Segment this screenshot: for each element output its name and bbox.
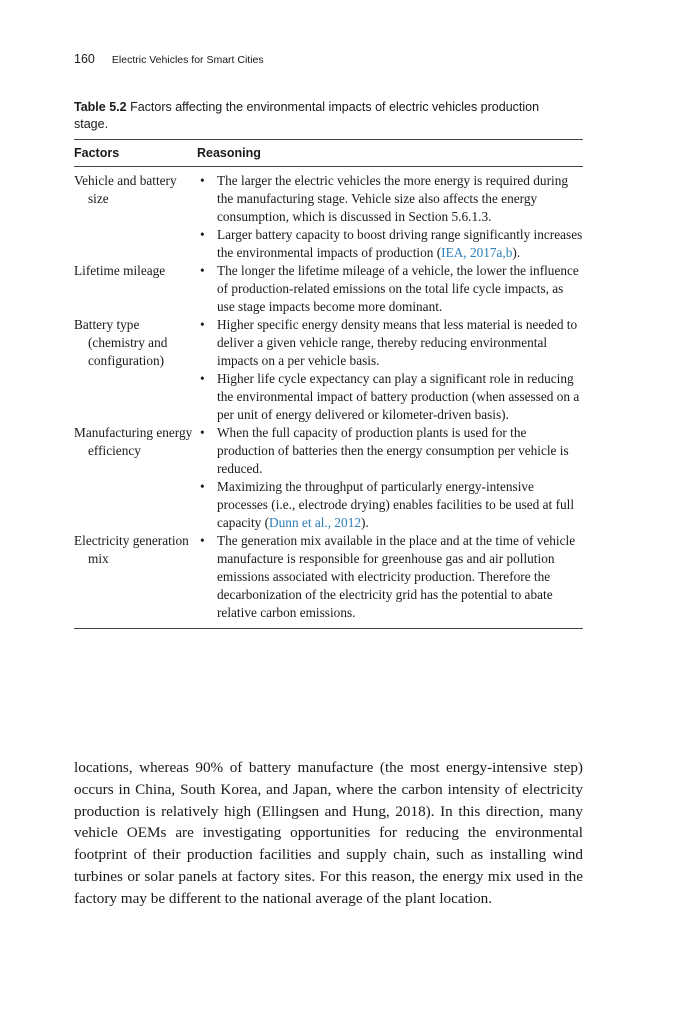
page-number: 160 bbox=[74, 52, 95, 66]
header-factors: Factors bbox=[74, 146, 120, 160]
table-caption-text: Factors affecting the environmental impacts of electric vehicles production stage. bbox=[74, 100, 540, 131]
bullet-text: The longer the lifetime mileage of a vehicle, the lower the influence of production-related emissions on the total life cycle impacts, as use stage impacts become more dominant. bbox=[217, 263, 579, 314]
table-label: Table 5.2 bbox=[74, 100, 127, 114]
running-title: Electric Vehicles for Smart Cities bbox=[111, 54, 264, 66]
bullet-mark: • bbox=[200, 371, 205, 386]
reasoning-cell bbox=[197, 532, 583, 622]
table-row bbox=[74, 532, 583, 622]
body-paragraph: locations, whereas 90% of battery manufacture (the most energy-intensive step) occurs in China, South Korea, and Japan, where the carbon intensity of electricity production is relatively high (Ellingsen and Hung, 2018). In this direction, many vehicle OEMs are investigating opportunities for reducing the environmental footprint of their production facilities and supply chain, such as installing wind turbines or solar panels at factory sites. For this reason, the energy mix used in the factory may be different to the national average of the plant location. bbox=[74, 759, 583, 907]
bullet-mark: • bbox=[200, 317, 205, 332]
bullet-mark: • bbox=[200, 479, 205, 494]
bullet-mark: • bbox=[200, 173, 205, 188]
bullet-text: Higher specific energy density means that less material is needed to deliver a given vehicle range, thereby reducing environmental impacts on a per vehicle basis. bbox=[217, 317, 578, 368]
citation-link[interactable]: Dunn et al., 2012 bbox=[269, 515, 362, 530]
factor-cell: Lifetime mileage bbox=[74, 263, 166, 278]
factor-cell: Battery type (chemistry and configuration) bbox=[74, 317, 168, 368]
table-header-row bbox=[74, 140, 583, 166]
bullet-item bbox=[197, 370, 583, 424]
reasoning-cell bbox=[197, 262, 583, 316]
factors-table bbox=[74, 139, 583, 629]
reasoning-cell bbox=[197, 424, 583, 532]
reasoning-cell bbox=[197, 316, 583, 424]
table-row bbox=[74, 424, 583, 532]
header-reasoning: Reasoning bbox=[197, 146, 261, 160]
table-row bbox=[74, 172, 583, 262]
bullet-item bbox=[197, 226, 583, 262]
reasoning-cell bbox=[197, 172, 583, 262]
bullet-item bbox=[197, 316, 583, 370]
table-bottom-rule bbox=[74, 628, 583, 629]
factor-cell: Electricity generation mix bbox=[74, 533, 189, 566]
bullet-mark: • bbox=[200, 425, 205, 440]
bullet-item bbox=[197, 478, 583, 532]
bullet-item bbox=[197, 172, 583, 226]
bullet-mark: • bbox=[200, 227, 205, 242]
factor-cell: Manufacturing energy efficiency bbox=[74, 425, 193, 458]
bullet-text: The larger the electric vehicles the more energy is required during the manufacturing stage. Vehicle size also affects the energy consumption, which is discussed in Section 5.6.1.3. bbox=[217, 173, 568, 224]
table-row bbox=[74, 262, 583, 316]
bullet-text: Larger battery capacity to boost driving range significantly increases the environmental impacts of production (IEA, 2017a,b). bbox=[217, 227, 583, 260]
bullet-mark: • bbox=[200, 533, 205, 548]
bullet-text: Maximizing the throughput of particularly energy-intensive processes (i.e., electrode drying) enables facilities to be used at full capacity (Dunn et al., 2012). bbox=[217, 479, 575, 530]
table-row bbox=[74, 316, 583, 424]
bullet-text: When the full capacity of production plants is used for the production of batteries then the energy consumption per vehicle is reduced. bbox=[217, 425, 569, 476]
bullet-item bbox=[197, 532, 583, 622]
citation-link[interactable]: IEA, 2017a,b bbox=[441, 245, 513, 260]
bullet-item bbox=[197, 262, 583, 316]
table-caption bbox=[74, 99, 544, 133]
factor-cell: Vehicle and battery size bbox=[74, 173, 177, 206]
bullet-text: Higher life cycle expectancy can play a significant role in reducing the environmental impact of battery production (when assessed on a per unit of energy delivered or kilometer-driven basis). bbox=[217, 371, 580, 422]
bullet-mark: • bbox=[200, 263, 205, 278]
bullet-text: The generation mix available in the place and at the time of vehicle manufacture is responsible for greenhouse gas and air pollution emissions associated with electricity production. Therefore the decarbonization of the electricity grid has the potential to abate relative carbon emissions. bbox=[217, 533, 576, 620]
running-head bbox=[74, 52, 264, 66]
bullet-item bbox=[197, 424, 583, 478]
